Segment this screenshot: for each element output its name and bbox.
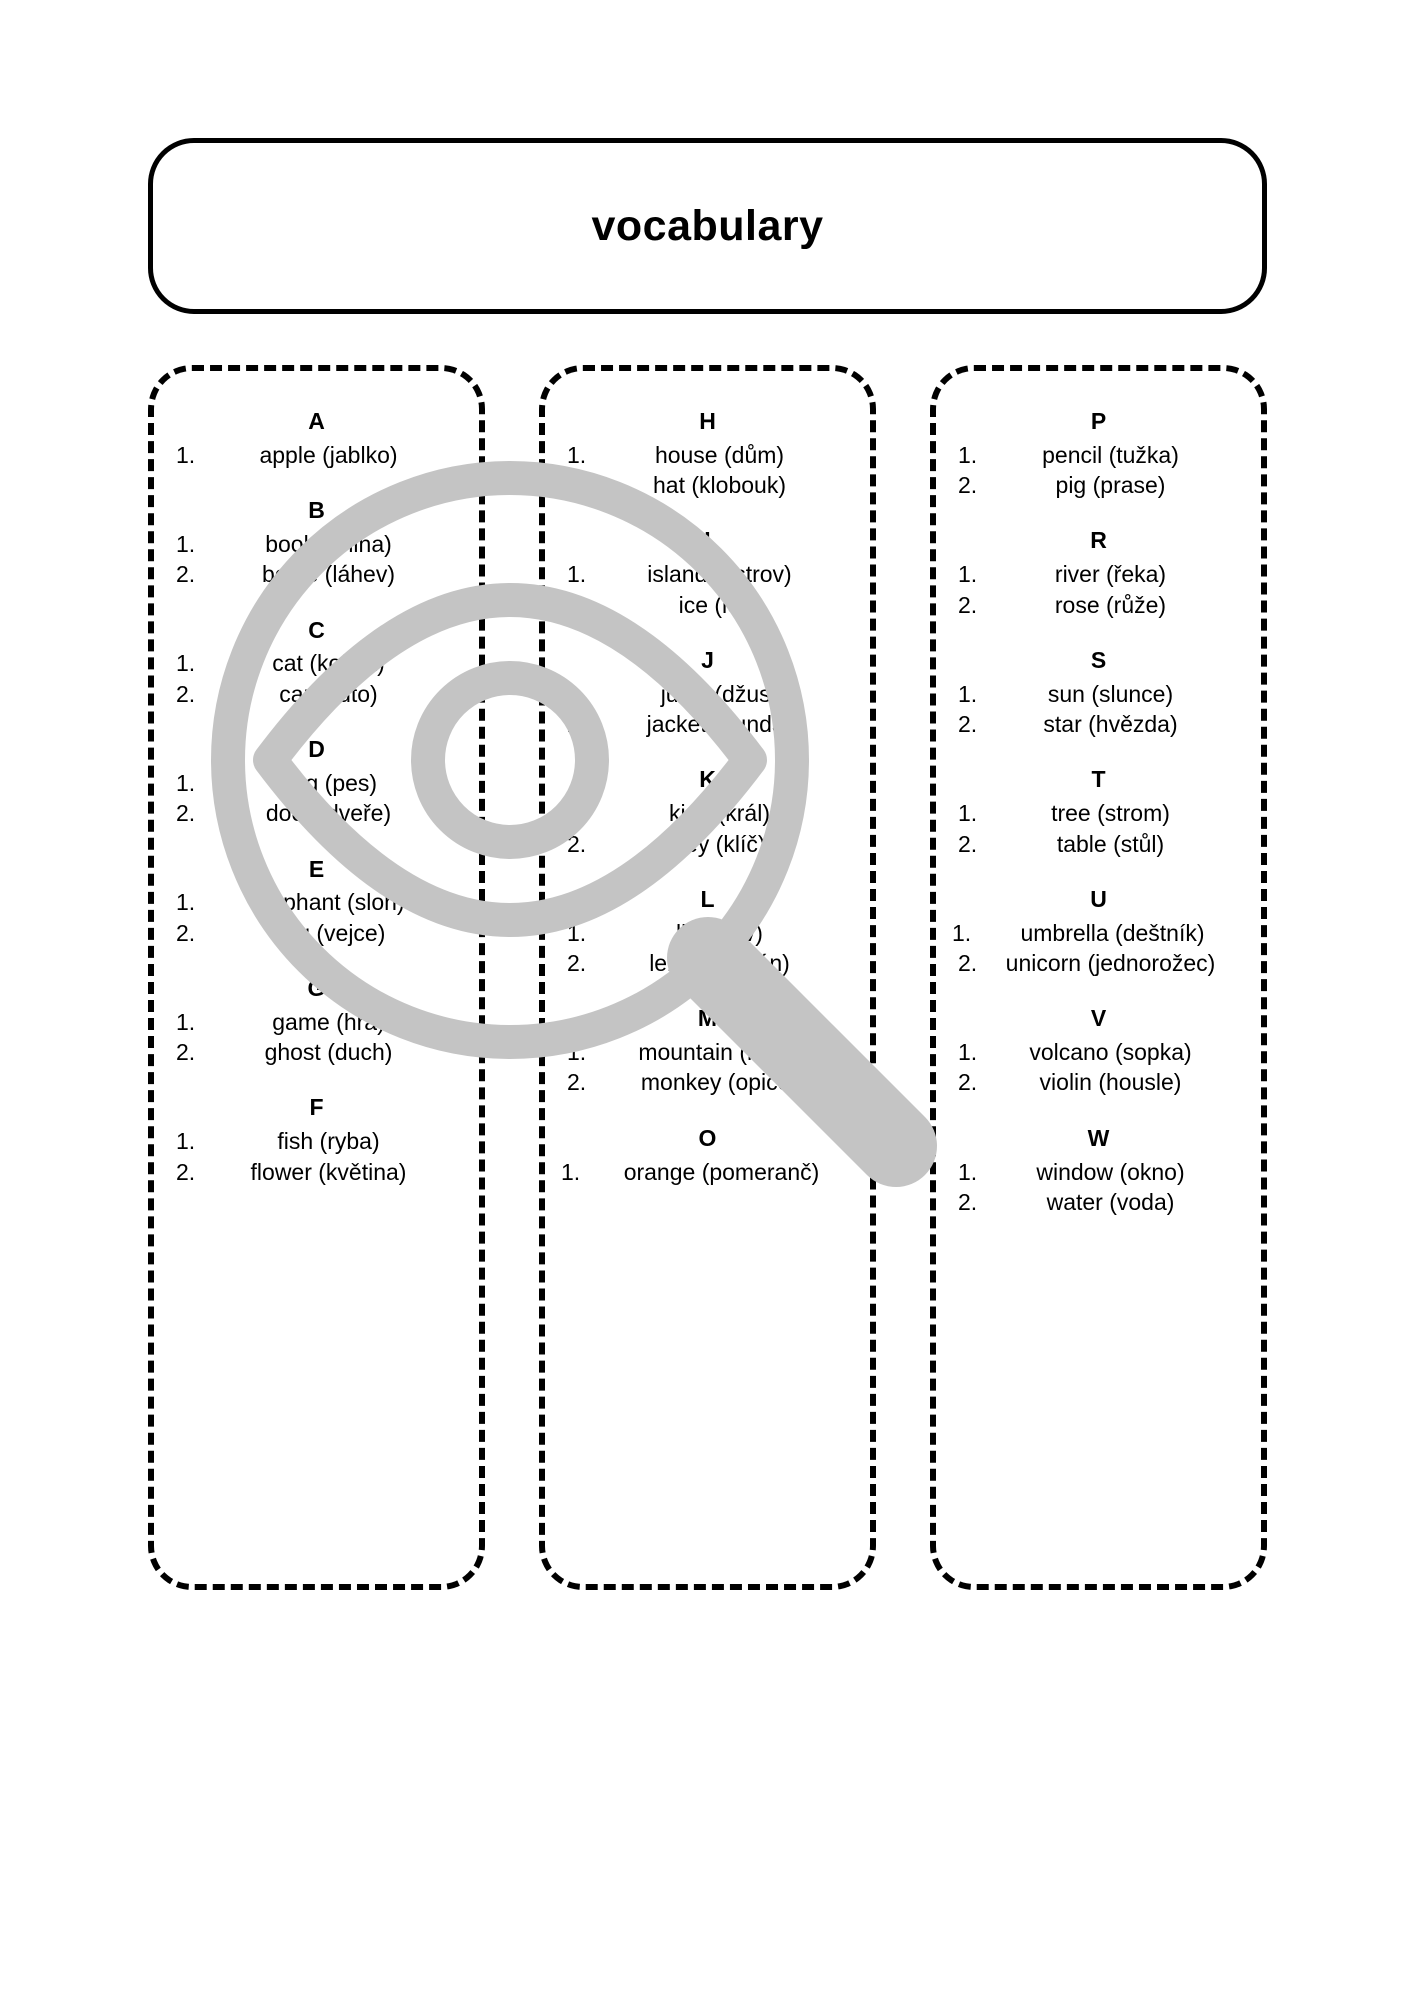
letter-group bbox=[168, 735, 465, 828]
entry-number: 2. bbox=[958, 1188, 978, 1215]
letter-heading: S bbox=[1090, 646, 1107, 673]
entry-number: 2. bbox=[176, 1158, 196, 1185]
letter-heading: H bbox=[699, 408, 716, 434]
vocabulary-entry bbox=[950, 1187, 1247, 1217]
entry-text: hat (klobouk) bbox=[653, 472, 786, 499]
entry-text: island (ostrov) bbox=[647, 561, 792, 588]
entry-number: 1. bbox=[176, 889, 196, 916]
entry-number: 1. bbox=[958, 441, 978, 468]
page-title: vocabulary bbox=[591, 201, 824, 250]
entry-number: 2. bbox=[567, 591, 587, 618]
entry-text: bottle (láhev) bbox=[262, 561, 395, 588]
vocabulary-entry bbox=[950, 1157, 1247, 1187]
letter-heading: U bbox=[1090, 885, 1107, 912]
entry-number: 2. bbox=[567, 949, 587, 976]
vocabulary-entry bbox=[950, 948, 1247, 978]
letter-group bbox=[168, 855, 465, 948]
entry-text: jacket (bunda) bbox=[646, 711, 793, 738]
letter-group bbox=[950, 765, 1247, 858]
entry-text: river (řeka) bbox=[1054, 561, 1167, 588]
entry-number: 2. bbox=[176, 919, 196, 946]
vocabulary-entry bbox=[168, 887, 465, 917]
entry-number: 1. bbox=[176, 650, 196, 677]
vocabulary-entry bbox=[950, 679, 1247, 709]
letter-heading: I bbox=[704, 527, 711, 554]
vocabulary-entry bbox=[950, 829, 1247, 859]
letter-group bbox=[950, 407, 1247, 500]
entry-text: monkey (opice) bbox=[640, 1069, 799, 1096]
letter-group bbox=[559, 885, 856, 978]
letter-heading: V bbox=[1090, 1005, 1107, 1032]
letter-group bbox=[559, 1124, 856, 1187]
vocabulary-entry bbox=[950, 1037, 1247, 1067]
entry-number: 2. bbox=[567, 472, 587, 499]
vocabulary-entry bbox=[168, 648, 465, 678]
entry-text: dog (pes) bbox=[279, 769, 378, 796]
page-title-box bbox=[148, 138, 1267, 314]
vocabulary-entry bbox=[559, 1037, 856, 1067]
letter-heading: O bbox=[698, 1124, 717, 1151]
entry-text: lemon (citrón) bbox=[649, 949, 790, 976]
entry-text: water (voda) bbox=[1046, 1188, 1175, 1215]
vocabulary-entry bbox=[559, 440, 856, 470]
entry-text: violin (housle) bbox=[1039, 1069, 1182, 1096]
letter-heading: B bbox=[308, 497, 325, 524]
vocabulary-entry bbox=[168, 679, 465, 709]
letter-group bbox=[559, 646, 856, 739]
vocabulary-column bbox=[148, 365, 485, 1590]
vocabulary-column bbox=[930, 365, 1267, 1590]
entry-number: 2. bbox=[958, 472, 978, 499]
vocabulary-entry bbox=[559, 829, 856, 859]
letter-group bbox=[168, 1093, 465, 1186]
entry-text: fish (ryba) bbox=[277, 1128, 380, 1155]
vocabulary-entry bbox=[168, 1037, 465, 1067]
entry-text: king (král) bbox=[669, 800, 770, 827]
entry-text: table (stůl) bbox=[1056, 830, 1165, 857]
letter-heading: P bbox=[1090, 408, 1107, 434]
letter-group bbox=[559, 526, 856, 619]
letter-group bbox=[168, 496, 465, 589]
letter-heading: T bbox=[1091, 766, 1106, 793]
entry-number: 1. bbox=[952, 919, 972, 946]
entry-text: egg (vejce) bbox=[271, 919, 386, 946]
entry-number: 1. bbox=[958, 800, 978, 827]
vocabulary-entry bbox=[950, 440, 1247, 470]
entry-number: 1. bbox=[561, 1158, 581, 1185]
letter-heading: M bbox=[697, 1005, 718, 1032]
entry-number: 2. bbox=[567, 830, 587, 857]
entry-number: 1. bbox=[567, 441, 587, 468]
letter-heading: F bbox=[309, 1094, 324, 1121]
entry-number: 2. bbox=[958, 830, 978, 857]
letter-heading: W bbox=[1087, 1124, 1110, 1151]
letter-group bbox=[950, 646, 1247, 739]
entry-text: apple (jablko) bbox=[259, 441, 398, 468]
vocabulary-entry bbox=[168, 768, 465, 798]
vocabulary-entry bbox=[559, 709, 856, 739]
entry-number: 2. bbox=[958, 711, 978, 738]
vocabulary-entry bbox=[559, 590, 856, 620]
letter-group bbox=[950, 885, 1247, 978]
letter-heading: R bbox=[1090, 527, 1107, 554]
entry-text: sun (slunce) bbox=[1047, 680, 1174, 707]
entry-number: 2. bbox=[176, 561, 196, 588]
entry-text: unicorn (jednorožec) bbox=[1005, 949, 1216, 976]
letter-group bbox=[950, 1004, 1247, 1097]
entry-number: 2. bbox=[176, 680, 196, 707]
vocabulary-entry bbox=[168, 1007, 465, 1037]
vocabulary-entry bbox=[168, 529, 465, 559]
letter-heading: L bbox=[700, 885, 715, 912]
entry-number: 2. bbox=[958, 591, 978, 618]
vocabulary-entry bbox=[559, 679, 856, 709]
entry-number: 2. bbox=[176, 800, 196, 827]
vocabulary-entry bbox=[559, 918, 856, 948]
vocabulary-column bbox=[539, 365, 876, 1590]
letter-group bbox=[168, 407, 465, 470]
entry-number: 2. bbox=[958, 1069, 978, 1096]
vocabulary-entry bbox=[950, 590, 1247, 620]
letter-heading: G bbox=[307, 974, 326, 1001]
entry-number: 1. bbox=[567, 800, 587, 827]
letter-heading: J bbox=[701, 646, 714, 673]
vocabulary-entry bbox=[559, 470, 856, 500]
entry-text: mountain (hora) bbox=[638, 1039, 801, 1066]
vocabulary-entry bbox=[559, 1157, 856, 1187]
entry-text: cat (kočka) bbox=[272, 650, 385, 677]
entry-number: 2. bbox=[567, 711, 587, 738]
entry-number: 1. bbox=[176, 1128, 196, 1155]
entry-text: lion (lev) bbox=[676, 919, 763, 946]
vocabulary-entry bbox=[950, 559, 1247, 589]
entry-number: 2. bbox=[567, 1069, 587, 1096]
entry-text: star (hvězda) bbox=[1043, 711, 1178, 738]
letter-heading: E bbox=[308, 855, 325, 882]
entry-number: 1. bbox=[176, 769, 196, 796]
entry-number: 1. bbox=[958, 1158, 978, 1185]
entry-number: 1. bbox=[958, 1039, 978, 1066]
entry-text: volcano (sopka) bbox=[1029, 1039, 1192, 1066]
letter-group bbox=[168, 616, 465, 709]
vocabulary-entry bbox=[950, 1067, 1247, 1097]
entry-number: 2. bbox=[176, 1039, 196, 1066]
entry-text: door (dveře) bbox=[265, 800, 392, 827]
vocabulary-entry bbox=[559, 1067, 856, 1097]
letter-heading: C bbox=[308, 616, 325, 643]
entry-text: key (klíč) bbox=[673, 830, 766, 857]
letter-heading: A bbox=[308, 408, 325, 434]
entry-text: ice (led) bbox=[678, 591, 761, 618]
entry-text: orange (pomeranč) bbox=[623, 1158, 820, 1185]
entry-number: 1. bbox=[567, 680, 587, 707]
entry-text: elephant (slon) bbox=[252, 889, 405, 916]
entry-text: house (dům) bbox=[654, 441, 785, 468]
entry-text: juice (džus) bbox=[660, 680, 779, 707]
entry-number: 1. bbox=[176, 530, 196, 557]
entry-text: umbrella (deštník) bbox=[1020, 919, 1205, 946]
entry-text: car (auto) bbox=[279, 680, 378, 707]
letter-heading: D bbox=[308, 736, 325, 763]
vocabulary-entry bbox=[950, 709, 1247, 739]
vocabulary-entry bbox=[950, 470, 1247, 500]
vocabulary-entry bbox=[168, 1126, 465, 1156]
letter-group bbox=[950, 1124, 1247, 1217]
entry-text: pig (prase) bbox=[1055, 472, 1166, 499]
entry-text: rose (růže) bbox=[1054, 591, 1167, 618]
vocabulary-entry bbox=[168, 559, 465, 589]
vocabulary-columns bbox=[148, 365, 1267, 1590]
letter-group bbox=[559, 1004, 856, 1097]
entry-number: 1. bbox=[958, 561, 978, 588]
letter-group bbox=[168, 974, 465, 1067]
vocabulary-entry bbox=[950, 798, 1247, 828]
entry-number: 1. bbox=[567, 1039, 587, 1066]
entry-number: 1. bbox=[176, 441, 196, 468]
letter-group bbox=[559, 765, 856, 858]
vocabulary-entry bbox=[168, 918, 465, 948]
entry-number: 1. bbox=[958, 680, 978, 707]
entry-text: game (hra) bbox=[272, 1008, 385, 1035]
entry-text: flower (květina) bbox=[250, 1158, 407, 1185]
entry-text: tree (strom) bbox=[1051, 800, 1170, 827]
vocabulary-entry bbox=[559, 948, 856, 978]
letter-heading: K bbox=[699, 766, 716, 793]
entry-number: 1. bbox=[176, 1008, 196, 1035]
vocabulary-entry bbox=[559, 559, 856, 589]
vocabulary-entry bbox=[168, 1157, 465, 1187]
entry-text: ghost (duch) bbox=[264, 1039, 393, 1066]
entry-number: 2. bbox=[958, 949, 978, 976]
entry-text: window (okno) bbox=[1036, 1158, 1185, 1185]
vocabulary-entry bbox=[168, 798, 465, 828]
entry-text: book (kniha) bbox=[265, 530, 392, 557]
vocabulary-entry bbox=[168, 440, 465, 470]
vocabulary-entry bbox=[950, 918, 1247, 948]
entry-number: 1. bbox=[567, 919, 587, 946]
vocabulary-entry bbox=[559, 798, 856, 828]
entry-number: 1. bbox=[567, 561, 587, 588]
letter-group bbox=[950, 526, 1247, 619]
entry-text: pencil (tužka) bbox=[1042, 441, 1179, 468]
letter-group bbox=[559, 407, 856, 500]
